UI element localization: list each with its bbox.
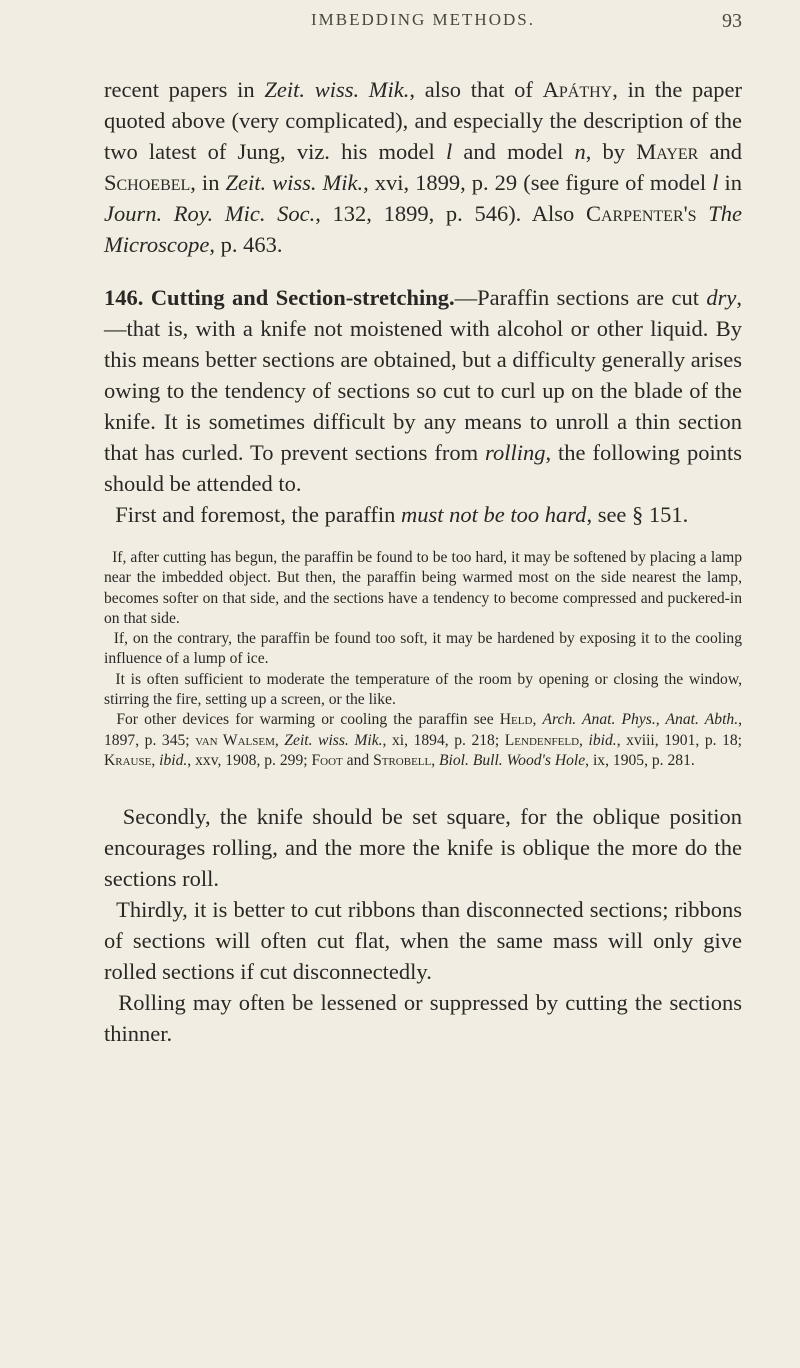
text-run: , xi, 1894, p. 218; [382,731,505,749]
note-room-temperature [104,670,742,711]
model-letter: l [445,139,453,164]
text-run: and [342,751,374,769]
text-run: , in [190,170,226,195]
text-run: in [718,170,742,195]
text-run: , the following points should be attended to. [104,440,742,496]
journal-title: Zeit. wiss. Mik. [225,170,364,195]
text-run: , xxv, 1908, p. 299; [187,751,312,769]
intro-paragraph [104,74,742,260]
text-run: , xvi, 1899, p. 29 (see figure of model [363,170,713,195]
section-number: 146. [104,285,144,310]
model-letter: n [574,139,586,164]
section-title: Cutting and Section-stretching. [150,285,455,310]
author-name: van Walsem [195,731,275,749]
text-run: ,—that is, with a knife not moistened with alcohol or other liquid. By this means better sections are obtained, but a difficulty generally arises owing to the tendency of sections so cut to curl up on the blade of the knife. It is sometimes difficult by any means to unroll a thin section that has curled. To prevent sections from [104,285,742,465]
text-run: It is often sufficient to moderate the temperature of the room by opening or closing the window, stirring the fire, setting up a screen, or the like. [104,670,742,709]
text-run: , [579,731,589,749]
author-name: Strobell [373,751,432,769]
journal-title: Zeit. wiss. Mik. [284,731,383,749]
journal-title: Journ. Roy. Mic. Soc. [104,201,316,226]
first-point-paragraph [104,499,742,530]
text-run: and model [452,139,575,164]
author-name: Schoebel [104,170,191,195]
text-run: , [431,751,440,769]
section-146-paragraph [104,282,742,499]
journal-title: Zeit. wiss. Mik. [264,77,410,102]
text-run: , 1897, p. 345; [104,711,743,749]
author-name: Carpenter's [585,201,697,226]
text-run: , see § 151. [586,502,689,527]
text-run: Secondly, the knife should be set square, for the oblique position encourages rolling, and the more the knife is oblique the more do the sections roll. [104,804,742,892]
running-head [104,0,742,60]
text-run: , also that of [409,77,543,102]
book-title: The Microscope [104,201,743,257]
rolling-paragraph [104,987,742,1049]
text-run: recent papers in [104,77,265,102]
text-run: , 132, 1899, p. 546). Also [315,201,586,226]
text-run: If, after cutting has begun, the paraffin be found to be too hard, it may be softened by placing a lamp near the imbedded object. But then, the paraffin being warmed most on the side nearest the lamp, becomes softer on that side, and the sections have a tendency to become compressed and puckered-in on that side. [104,549,742,627]
emphasis: rolling [485,440,546,465]
closing-paragraphs [104,801,742,1049]
text-run: , in the paper quoted above (very complicated), and especially the description of the two latest of Jung, viz. his model [104,77,742,164]
note-softening [104,548,742,629]
journal-title: ibid. [588,731,617,749]
note-references [104,710,742,771]
author-name: Lendenfeld [504,731,580,749]
author-name: Held [499,711,533,729]
text-run: , [151,751,160,769]
emphasis: must not be too hard [401,502,587,527]
text-run: , by [585,139,637,164]
author-name: Foot [311,751,343,769]
text-run: For other devices for warming or cooling the paraffin see [116,711,500,729]
text-run: , ix, 1905, p. 281. [585,751,695,769]
text-run: , [274,731,285,749]
text-run: Rolling may often be lessened or suppressed by cutting the sections thinner. [104,990,743,1047]
text-run [697,201,709,226]
third-point-paragraph [104,894,742,987]
text-run: , p. 463. [209,232,283,257]
running-title: IMBEDDING METHODS. [311,10,535,29]
text-run: If, on the contrary, the paraffin be found too soft, it may be hardened by exposing it to the cooling influence of a lump of ice. [104,630,743,668]
page-number: 93 [722,10,742,32]
small-print-notes [104,548,742,771]
text-run: —Paraffin sections are cut [454,285,707,310]
note-hardening [104,629,742,670]
emphasis: dry [706,285,737,310]
model-letter: l [712,170,719,195]
text-run: First and foremost, the paraffin [115,502,402,527]
journal-title: Arch. Anat. Phys., Anat. Abth. [542,711,739,729]
text-run: Thirdly, it is better to cut ribbons than disconnected sections; ribbons of sections will often cut flat, when the same mass will only give rolled sections if cut disconnectedly. [104,897,742,985]
author-name: Apáthy [542,77,613,102]
text-run: and [698,139,742,164]
second-point-paragraph [104,801,742,894]
author-name: Mayer [636,139,699,164]
journal-title: Biol. Bull. Wood's Hole [439,751,586,769]
text-run: , xviii, 1901, p. 18; [616,731,743,749]
author-name: Krause [104,751,152,769]
journal-title: ibid. [159,751,188,769]
text-run: , [532,711,543,729]
